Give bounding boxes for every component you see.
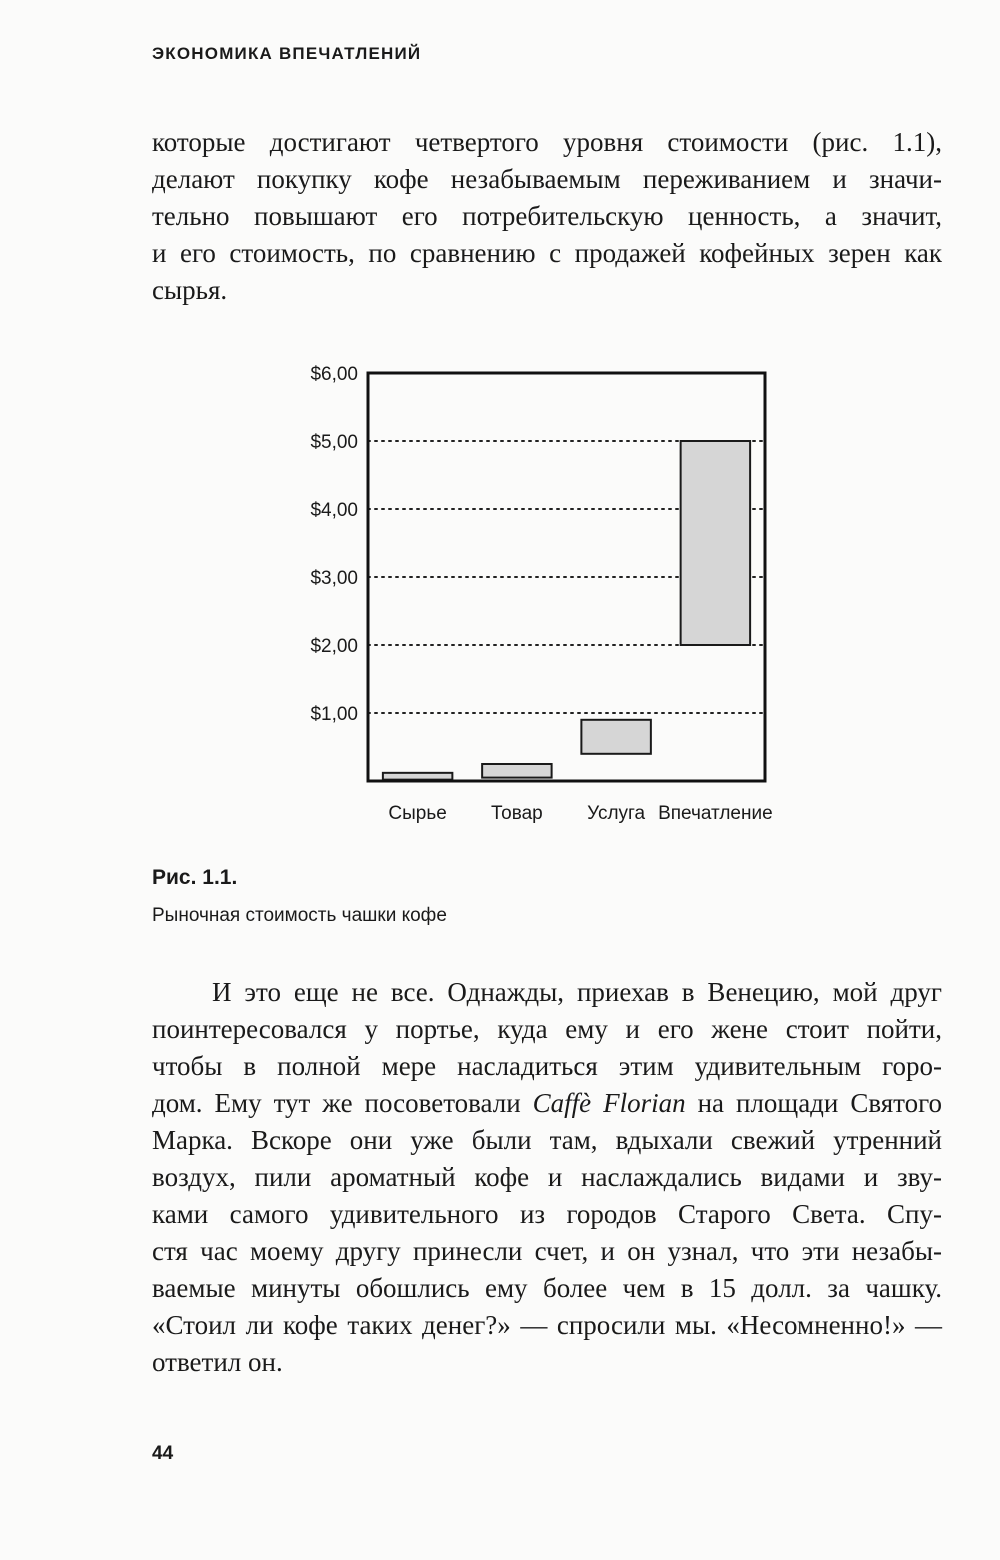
text-line: поинтересовался у портье, куда ему и его жене стоит пойти, [152,1014,942,1044]
chart-svg [290,355,800,835]
text-line-with-italic [152,1085,942,1122]
text-fragment: на площади Святого [685,1088,943,1118]
text-line: воздух, пили ароматный кофе и наслаждались видами и зву- [152,1162,942,1192]
text-line: которые достигают четвертого уровня стоимости (рис. 1.1), [152,127,942,157]
figure-label: Рис. 1.1. [152,866,238,889]
page-number: 44 [152,1443,174,1464]
bar [383,773,452,780]
cafe-name: Caffè Florian [532,1088,686,1118]
text-line: тельно повышают его потребительскую ценность, а значит, [152,201,942,231]
text-line: стя час моему другу принесли счет, и он узнал, что эти незабы- [152,1236,942,1266]
text-line: ответил он. [152,1347,283,1377]
category-label: Впечатление [658,803,773,824]
y-tick-label: $5,00 [310,432,358,453]
paragraph-venice [152,974,942,1381]
text-line: чтобы в полной мере насладиться этим удивительным горо- [152,1051,942,1081]
bar [581,720,650,754]
text-line: делают покупку кофе незабываемым переживанием и значи- [152,164,942,194]
text-line: ваемые минуты обошлись ему более чем в 15 долл. за чашку. [152,1273,942,1303]
text-line: «Стоил ли кофе таких денег?» — спросили мы. «Несомненно!» — [152,1310,942,1340]
category-label: Товар [491,803,543,824]
text-line: сырья. [152,275,228,305]
figure-caption: Рыночная стоимость чашки кофе [152,905,447,926]
running-head: ЭКОНОМИКА ВПЕЧАТЛЕНИЙ [152,44,422,63]
coffee-value-chart [290,355,800,835]
y-tick-label: $4,00 [310,500,358,521]
bar [681,441,750,645]
text-line: и его стоимость, по сравнению с продажей кофейных зерен как [152,238,942,268]
category-label: Сырье [388,803,447,824]
text-line: Марка. Вскоре они уже были там, вдыхали свежий утренний [152,1125,942,1155]
text-fragment: дом. Ему тут же посоветовали [152,1088,533,1118]
y-tick-label: $1,00 [310,704,358,725]
y-tick-label: $3,00 [310,568,358,589]
text-line: И это еще не все. Однажды, приехав в Венецию, мой друг [212,977,942,1007]
bar [482,764,551,778]
y-tick-label: $6,00 [310,364,358,385]
category-label: Услуга [587,803,646,824]
text-line: ками самого удивительного из городов Старого Света. Спу- [152,1199,942,1229]
paragraph-intro [152,124,942,309]
y-tick-label: $2,00 [310,636,358,657]
